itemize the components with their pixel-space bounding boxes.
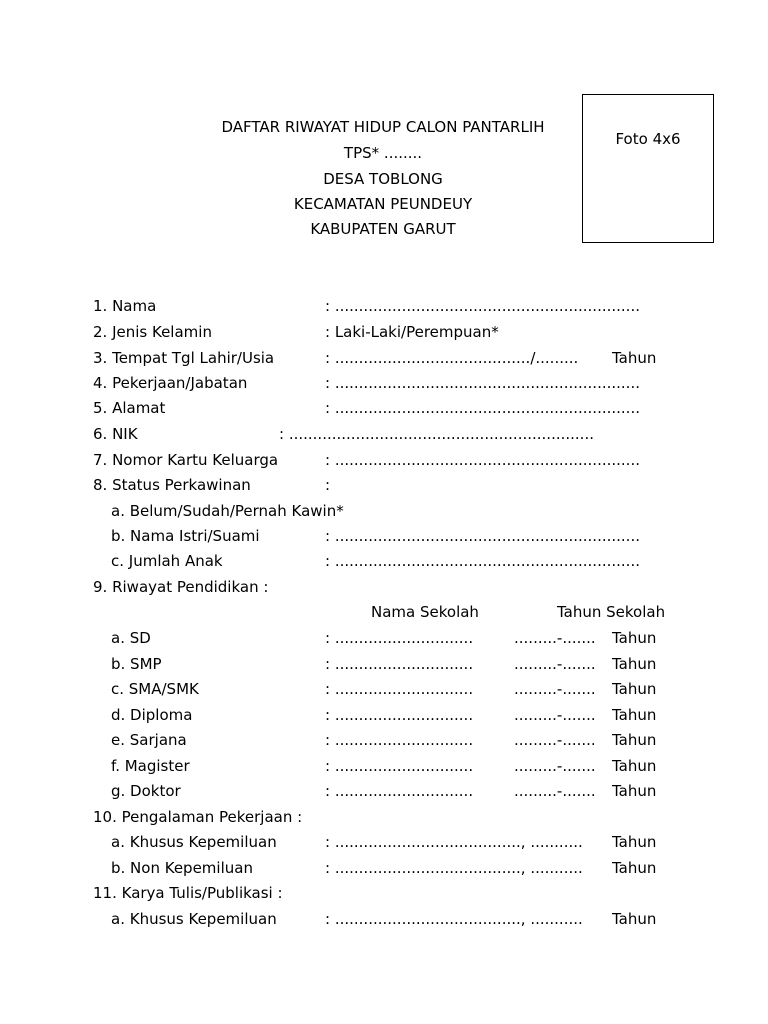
field-value[interactable]: : ................................................................ xyxy=(279,425,594,443)
kabupaten-line: KABUPATEN GARUT xyxy=(310,220,456,238)
field-value[interactable]: : ................................................................ xyxy=(325,297,640,315)
field-label: a. Khusus Kepemiluan xyxy=(111,833,277,851)
field-unit: Tahun xyxy=(612,655,657,673)
field-unit: Tahun xyxy=(612,731,657,749)
field-value[interactable]: : ................................................................ xyxy=(325,527,640,545)
field-unit: Tahun xyxy=(612,757,657,775)
desa-line: DESA TOBLONG xyxy=(323,170,443,188)
field-label: a. Khusus Kepemiluan xyxy=(111,910,277,928)
field-unit: Tahun xyxy=(612,349,657,367)
year-value[interactable]: .........-....... xyxy=(514,731,596,749)
school-value[interactable]: : ............................. xyxy=(325,629,474,647)
section-label: 9. Riwayat Pendidikan : xyxy=(93,578,269,596)
field-label: 7. Nomor Kartu Keluarga xyxy=(93,451,279,469)
field-unit: Tahun xyxy=(612,859,657,877)
field-label: b. Nama Istri/Suami xyxy=(111,527,260,545)
school-value[interactable]: : ............................. xyxy=(325,782,474,800)
field-unit: Tahun xyxy=(612,706,657,724)
photo-placeholder xyxy=(582,94,714,243)
section-label: 10. Pengalaman Pekerjaan : xyxy=(93,808,303,826)
field-label: a. SD xyxy=(111,629,151,647)
field-value[interactable]: : ......................................., ........... xyxy=(325,910,583,928)
field-value[interactable]: : ......................................., ........... xyxy=(325,833,583,851)
school-value[interactable]: : ............................. xyxy=(325,655,474,673)
field-label: g. Doktor xyxy=(111,782,181,800)
field-unit: Tahun xyxy=(612,680,657,698)
year-value[interactable]: .........-....... xyxy=(514,757,596,775)
field-label: e. Sarjana xyxy=(111,731,187,749)
field-value[interactable]: : ........................................./......... xyxy=(325,349,579,367)
school-value[interactable]: : ............................. xyxy=(325,706,474,724)
kecamatan-line: KECAMATAN PEUNDEUY xyxy=(293,195,473,213)
year-value[interactable]: .........-....... xyxy=(514,706,596,724)
field-label: 3. Tempat Tgl Lahir/Usia xyxy=(93,349,275,367)
field-label: b. Non Kepemiluan xyxy=(111,859,253,877)
field-label: 1. Nama xyxy=(93,297,157,315)
field-value[interactable]: : ................................................................ xyxy=(325,552,640,570)
year-value[interactable]: .........-....... xyxy=(514,629,596,647)
field-label: 5. Alamat xyxy=(93,399,166,417)
field-value: : xyxy=(325,476,331,494)
section-label: 11. Karya Tulis/Publikasi : xyxy=(93,884,283,902)
field-label: c. Jumlah Anak xyxy=(111,552,223,570)
field-label: b. SMP xyxy=(111,655,162,673)
field-label: 4. Pekerjaan/Jabatan xyxy=(93,374,248,392)
field-label: 2. Jenis Kelamin xyxy=(93,323,212,341)
photo-label: Foto 4x6 xyxy=(615,130,681,148)
field-label: d. Diploma xyxy=(111,706,193,724)
field-unit: Tahun xyxy=(612,782,657,800)
field-unit: Tahun xyxy=(612,910,657,928)
field-label: 8. Status Perkawinan xyxy=(93,476,251,494)
field-label: c. SMA/SMK xyxy=(111,680,199,698)
field-value[interactable]: : Laki-Laki/Perempuan* xyxy=(325,323,499,341)
field-label[interactable]: a. Belum/Sudah/Pernah Kawin* xyxy=(111,502,344,520)
form-title: DAFTAR RIWAYAT HIDUP CALON PANTARLIH xyxy=(221,118,545,136)
school-value[interactable]: : ............................. xyxy=(325,731,474,749)
year-value[interactable]: .........-....... xyxy=(514,782,596,800)
field-value[interactable]: : ................................................................ xyxy=(325,451,640,469)
field-value[interactable]: : ................................................................ xyxy=(325,374,640,392)
school-value[interactable]: : ............................. xyxy=(325,757,474,775)
column-header-year: Tahun Sekolah xyxy=(557,603,666,621)
school-value[interactable]: : ............................. xyxy=(325,680,474,698)
year-value[interactable]: .........-....... xyxy=(514,655,596,673)
field-value[interactable]: : ................................................................ xyxy=(325,399,640,417)
field-label: 6. NIK xyxy=(93,425,138,443)
tps-line: TPS* ........ xyxy=(343,144,423,162)
field-value[interactable]: : ......................................., ........... xyxy=(325,859,583,877)
year-value[interactable]: .........-....... xyxy=(514,680,596,698)
column-header-school: Nama Sekolah xyxy=(371,603,479,621)
field-unit: Tahun xyxy=(612,833,657,851)
field-label: f. Magister xyxy=(111,757,190,775)
field-unit: Tahun xyxy=(612,629,657,647)
